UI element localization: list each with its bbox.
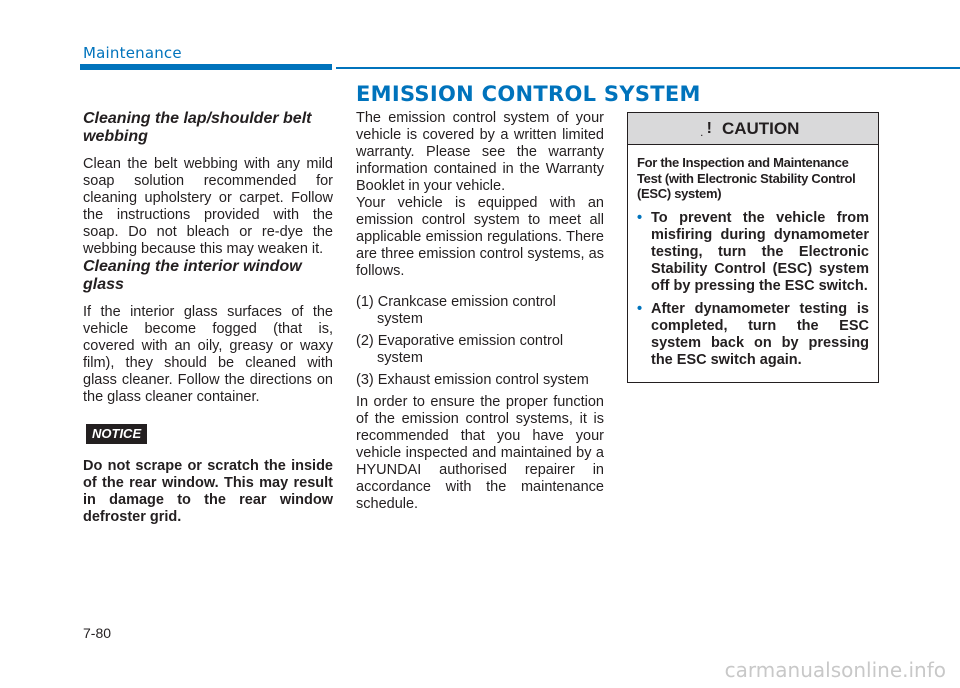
list-item	[637, 210, 869, 295]
para-ensure: In order to ensure the proper function of the emission control systems, it is recommended that you have your vehicle inspected and maintained by a HYUNDAI authorised repairer in accordance with the maintenance schedule.	[356, 394, 604, 512]
para-warranty: The emission control system of your vehicle is covered by a written limited warranty. Please see the warranty information contained in the Warranty Booklet in your vehicle.	[356, 110, 604, 194]
caution-label: CAUTION	[721, 118, 800, 138]
list-item: (2) Evaporative emission control system	[356, 333, 564, 366]
left-column	[83, 110, 333, 526]
caution-list	[637, 210, 869, 369]
caution-item-text: After dynamometer testing is completed, turn the ESC system back on by pressing the ESC switch again.	[651, 300, 869, 368]
bullet-icon: •	[637, 209, 643, 226]
caution-item-text: To prevent the vehicle from misfiring during dynamometer testing, turn the Electronic Stability Control (ESC) system off by pressing the ESC switch.	[651, 209, 869, 294]
emission-title: EMISSION CONTROL SYSTEM	[356, 82, 701, 106]
emission-list	[356, 294, 604, 389]
header-rule-thin	[336, 67, 960, 69]
para-window-glass: If the interior glass surfaces of the vehicle become fogged (that is, covered with an oily, greasy or waxy film), they should be cleaned with glass cleaner. Follow the directions on the glass cleaner container.	[83, 304, 333, 405]
caution-body	[628, 145, 878, 369]
section-title: Maintenance	[83, 44, 182, 62]
list-item	[637, 301, 869, 369]
list-item: (1) Crankcase emission control system	[356, 294, 556, 327]
caution-header	[628, 113, 878, 145]
heading-belt-webbing: Cleaning the lap/shoulder belt webbing	[83, 110, 312, 145]
watermark: carmanualsonline.info	[724, 658, 946, 682]
warning-icon: . !	[700, 119, 712, 138]
caution-box	[627, 112, 879, 383]
para-equipped: Your vehicle is equipped with an emission control system to meet all applicable emission regulations. There are three emission control systems, as follows.	[356, 195, 604, 279]
bullet-icon: •	[637, 300, 643, 317]
header-rule-thick	[80, 64, 332, 70]
page-number: 7-80	[83, 625, 112, 641]
list-item: (3) Exhaust emission control system	[356, 372, 589, 388]
para-belt-webbing: Clean the belt webbing with any mild soap solution recommended for cleaning upholstery or carpet. Follow the instructions provided with the soap. Do not bleach or re-dye the webbing because this may weaken it.	[83, 156, 333, 257]
notice-text: Do not scrape or scratch the inside of the rear window. This may result in damage to the rear window defroster grid.	[83, 458, 333, 525]
middle-column	[356, 110, 604, 513]
heading-window-glass: Cleaning the interior window glass	[83, 258, 302, 293]
caution-lead: For the Inspection and Maintenance Test (with Electronic Stability Control (ESC) system)	[637, 155, 856, 201]
notice-badge: NOTICE	[86, 424, 147, 444]
